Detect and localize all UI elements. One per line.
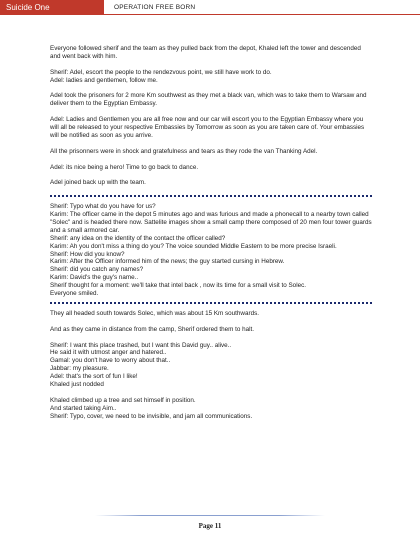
- paragraph: [50, 69, 372, 85]
- footer-rule: [95, 515, 325, 516]
- paragraph: Adel: Ladies and Gentlemen you are all free now and our car will escort you to the Egyptian Embassy where you will all be released to your respective Embassies by Tomorrow as soon as you are taken care of. Your embassies will be notified as soon as you arrive.: [50, 116, 365, 139]
- dialogue-line: Karim: David's the guy's name..: [50, 274, 139, 282]
- dialogue-line: Sherif: Adel, escort the people to the rendezvous point, we still have work to do. Adel: ladies and gentlemen, follow me.: [50, 68, 272, 84]
- dotted-separator: [50, 195, 372, 197]
- paragraph: And as they came in distance from the camp, Sherif ordered them to halt.: [50, 325, 255, 333]
- paragraph: Adel: its nice being a hero! Time to go back to dance.: [50, 163, 199, 171]
- dialogue-line: Karim: Ah you don't miss a thing do you? The voice sounded Middle Eastern to be more precise Israeli.: [50, 242, 337, 250]
- paragraph: Everyone followed sherif and the team as they pulled back from the depot, Khaled left the tower and descended and went back with him.: [50, 45, 361, 60]
- dotted-separator: [50, 302, 372, 304]
- section-3: [50, 310, 372, 421]
- dialogue-line: Karim: The officer came in the depot 5 minutes ago and was furious and made a phonecall to a nearby town called "Solec" and is headed there now. Sattelite images show a small camp there composed of 20 men four tower guards and a small armored car.: [50, 211, 372, 234]
- page-header: [0, 0, 420, 15]
- section-2: [50, 203, 372, 298]
- dialogue-line: Sherif: any idea on the identity of the contact the officer called?: [50, 234, 226, 242]
- dialogue-line: Sherif thought for a moment: we'll take that intel back , now its time for a small visit to Solec.: [50, 282, 306, 290]
- section-1: [50, 45, 372, 187]
- paragraph: Adel joined back up with the team.: [50, 179, 146, 187]
- dialogue-line: Karim: After the Officer informed him of the news; the guy started cursing in Hebrew.: [50, 258, 285, 266]
- dialogue-block: Sherif: I want this place trashed, but I want this David guy.. alive.. He said it with utmost anger and hatered.. Gamal: you don't have to worry about that.. Jabbar: my pleasure. Adel: that's the sort of fun I like! Khaled just nodded: [50, 341, 232, 389]
- dialogue-line: Everyone smiled.: [50, 290, 99, 298]
- paragraph: All the prisonners were in shock and gratefulness and tears as they rode the van Thanking Adel.: [50, 147, 318, 155]
- page-number: Page 11: [198, 522, 222, 530]
- paragraph: They all headed south towards Solec, which was about 15 Km southwards.: [50, 309, 259, 317]
- dialogue-line: Sherif: How did you know?: [50, 250, 125, 258]
- paragraph: Adel took the prisoners for 2 more Km southwest as they met a black van, which was to take them to Warsaw and deliver them to the Egyptian Embassy.: [50, 92, 367, 108]
- book-title: Suicide One: [0, 0, 104, 15]
- dialogue-block: Khaled climbed up a tree and set himself in position. And started taking Aim.. Sherif: Typo, cover, we need to be invisible, and jam all communications.: [50, 396, 253, 420]
- dialogue-line: Sherif: did you catch any names?: [50, 266, 144, 274]
- page-body: [50, 45, 372, 429]
- chapter-title: OPERATION FREE BORN: [104, 0, 420, 15]
- dialogue-line: Sherif: Typo what do you have for us?: [50, 203, 156, 211]
